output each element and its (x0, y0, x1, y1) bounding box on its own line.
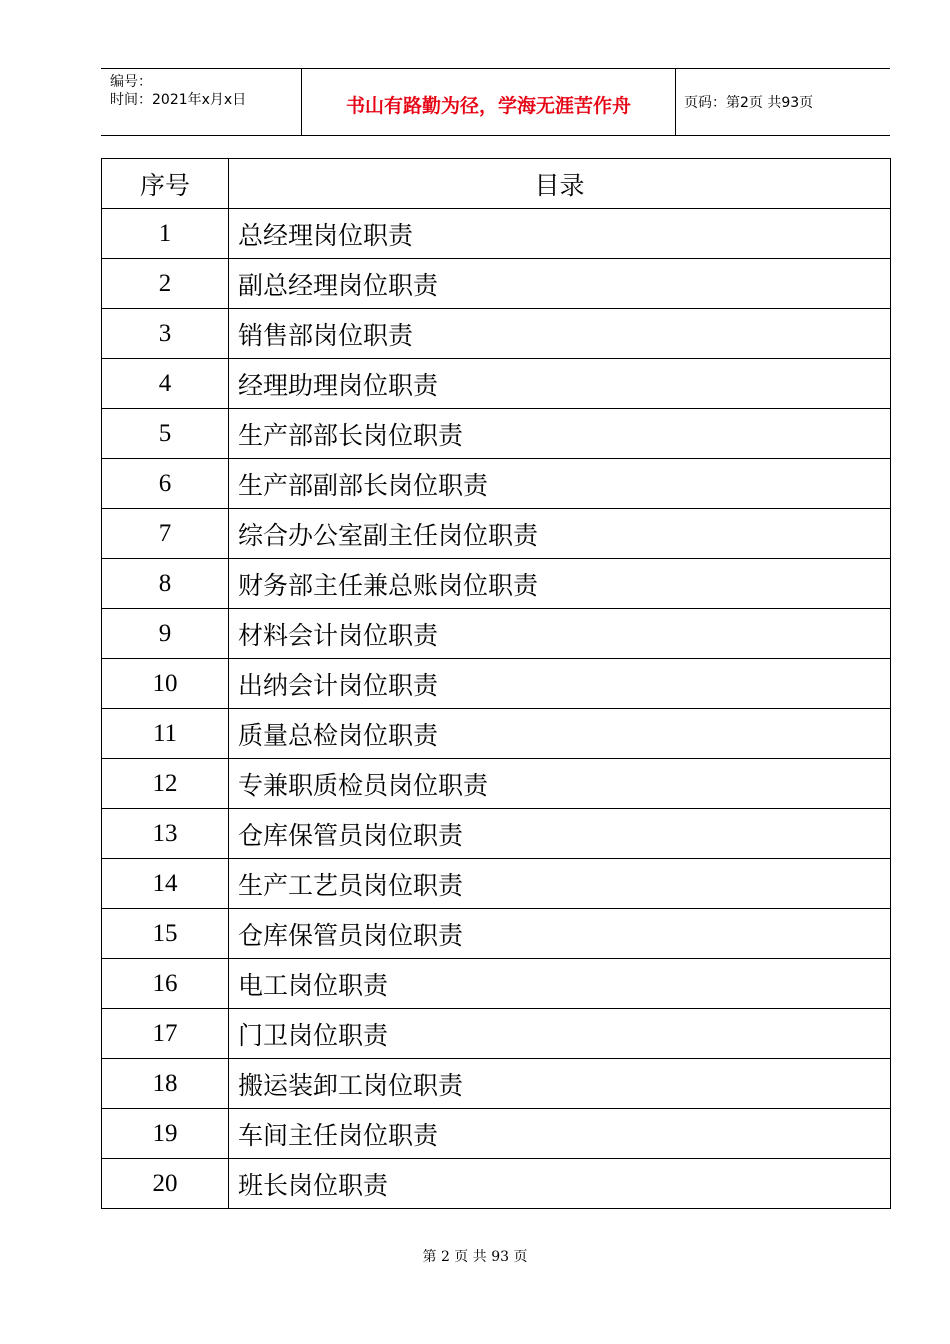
row-number: 8 (102, 559, 229, 609)
row-title: 出纳会计岗位职责 (229, 659, 891, 709)
page-header (101, 68, 890, 136)
row-number: 16 (102, 959, 229, 1009)
page-info: 页码：第2页 共93页 (684, 95, 814, 111)
row-number: 11 (102, 709, 229, 759)
toc-table (101, 158, 891, 1209)
row-number: 10 (102, 659, 229, 709)
row-title: 质量总检岗位职责 (229, 709, 891, 759)
table-row (102, 709, 891, 759)
row-title: 电工岗位职责 (229, 959, 891, 1009)
table-row (102, 609, 891, 659)
row-number: 9 (102, 609, 229, 659)
date-text: 时间：2021年x月x日 (110, 92, 247, 108)
row-number: 5 (102, 409, 229, 459)
table-row (102, 759, 891, 809)
row-number: 3 (102, 309, 229, 359)
row-title: 生产部副部长岗位职责 (229, 459, 891, 509)
row-number: 20 (102, 1159, 229, 1209)
row-title: 副总经理岗位职责 (229, 259, 891, 309)
header-page-info-cell (675, 69, 890, 135)
toc-body (102, 209, 891, 1209)
table-row (102, 259, 891, 309)
table-row (102, 1159, 891, 1209)
row-title: 搬运装卸工岗位职责 (229, 1059, 891, 1109)
header-slogan-cell (301, 69, 676, 135)
row-number: 13 (102, 809, 229, 859)
row-number: 12 (102, 759, 229, 809)
slogan: 书山有路勤为径，学海无涯苦作舟 (345, 95, 631, 117)
row-title: 班长岗位职责 (229, 1159, 891, 1209)
toc-header-row (102, 159, 891, 209)
row-title: 材料会计岗位职责 (229, 609, 891, 659)
row-title: 经理助理岗位职责 (229, 359, 891, 409)
column-header-title: 目录 (229, 159, 891, 209)
table-row (102, 1109, 891, 1159)
row-title: 销售部岗位职责 (229, 309, 891, 359)
table-row (102, 659, 891, 709)
row-title: 车间主任岗位职责 (229, 1109, 891, 1159)
table-row (102, 309, 891, 359)
row-number: 6 (102, 459, 229, 509)
table-row (102, 1009, 891, 1059)
row-title: 生产工艺员岗位职责 (229, 859, 891, 909)
table-row (102, 1059, 891, 1109)
row-title: 财务部主任兼总账岗位职责 (229, 559, 891, 609)
row-number: 14 (102, 859, 229, 909)
column-header-number: 序号 (102, 159, 229, 209)
table-row (102, 809, 891, 859)
row-number: 19 (102, 1109, 229, 1159)
table-row (102, 909, 891, 959)
table-row (102, 209, 891, 259)
row-title: 门卫岗位职责 (229, 1009, 891, 1059)
row-title: 仓库保管员岗位职责 (229, 909, 891, 959)
table-row (102, 509, 891, 559)
row-number: 7 (102, 509, 229, 559)
row-title: 生产部部长岗位职责 (229, 409, 891, 459)
table-row (102, 359, 891, 409)
row-title: 仓库保管员岗位职责 (229, 809, 891, 859)
table-row (102, 409, 891, 459)
page-footer: 第 2 页 共 93 页 (422, 1249, 528, 1265)
table-row (102, 459, 891, 509)
row-number: 4 (102, 359, 229, 409)
row-title: 综合办公室副主任岗位职责 (229, 509, 891, 559)
table-row (102, 859, 891, 909)
header-meta (101, 69, 301, 135)
row-title: 总经理岗位职责 (229, 209, 891, 259)
row-number: 15 (102, 909, 229, 959)
row-number: 1 (102, 209, 229, 259)
row-number: 2 (102, 259, 229, 309)
table-row (102, 559, 891, 609)
row-number: 18 (102, 1059, 229, 1109)
serial-number-label: 编号： (110, 74, 152, 90)
table-row (102, 959, 891, 1009)
row-title: 专兼职质检员岗位职责 (229, 759, 891, 809)
row-number: 17 (102, 1009, 229, 1059)
